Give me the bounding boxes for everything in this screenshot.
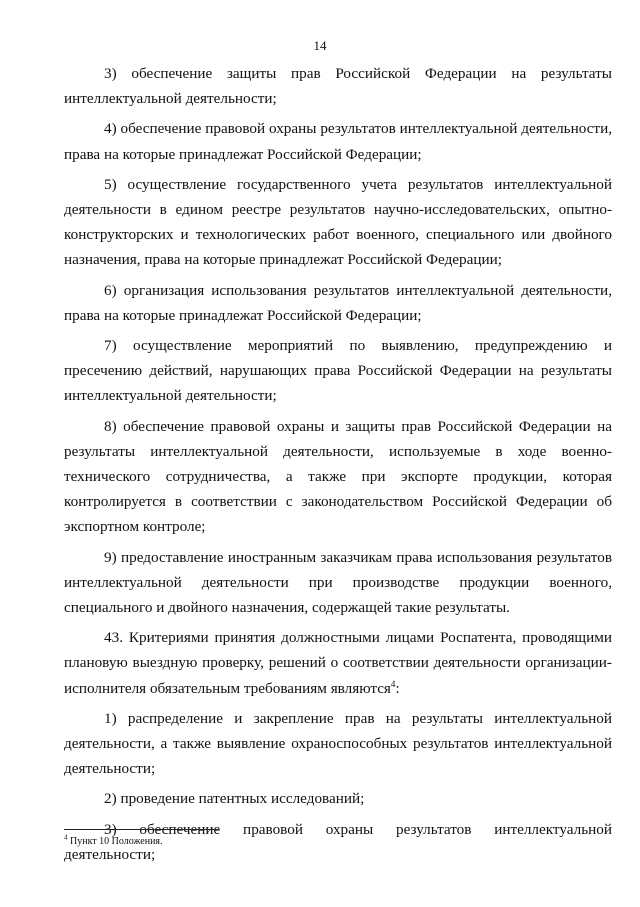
criteria-item-2: 2) проведение патентных исследований; xyxy=(104,790,365,808)
paragraph-item-8: 8) обеспечение правовой охраны и защиты прав Российской Федерации на результаты интеллектуальной деятельности, используемые в ходе военно-технического сотрудничества, а также при экспорте продукции, которая контролируется в соответствии с законодательством Российской Федерации об экспортном контроле; xyxy=(64,417,612,536)
footnote xyxy=(64,835,612,848)
clause-43-colon: : xyxy=(395,679,400,697)
paragraph-item-3: 3) обеспечение защиты прав Российской Федерации на результаты интеллектуальной деятельности; xyxy=(64,65,612,108)
footnote-text: Пункт 10 Положения. xyxy=(67,836,163,847)
paragraph-item-6: 6) организация использования результатов интеллектуальной деятельности, права на которые принадлежат Российской Федерации; xyxy=(64,281,612,324)
footnote-marker: 4 xyxy=(64,833,68,842)
paragraph-item-4: 4) обеспечение правовой охраны результатов интеллектуальной деятельности, права на которые принадлежат Российской Федерации; xyxy=(64,120,612,163)
page-number: 14 xyxy=(313,38,327,53)
paragraph-item-9: 9) предоставление иностранным заказчикам права использования результатов интеллектуальной деятельности при производстве продукции военного, специального и двойного назначения, содержащей такие результаты. xyxy=(64,548,612,617)
document-body xyxy=(64,61,612,872)
criteria-item-1: 1) распределение и закрепление прав на результаты интеллектуальной деятельности, а также выявление охраноспособных результатов интеллектуальной деятельности; xyxy=(64,709,612,778)
paragraph-item-7: 7) осуществление мероприятий по выявлению, предупреждению и пресечению действий, нарушающих права Российской Федерации на результаты интеллектуальной деятельности; xyxy=(64,337,612,405)
criteria-item-3: 3) обеспечение правовой охраны результатов интеллектуальной деятельности; xyxy=(64,820,612,863)
footnote-reference[interactable]: 4 xyxy=(390,678,396,689)
clause-43-text: 43. Критериями принятия должностными лицами Роспатента, проводящими плановую выездную проверку, решений о соответствии деятельности организации-исполнителя обязательным требованиям являются xyxy=(64,629,612,697)
footnote-divider xyxy=(64,829,218,830)
paragraph-clause-43 xyxy=(64,625,612,701)
paragraph-item-5: 5) осуществление государственного учета результатов интеллектуальной деятельности в едином реестре результатов научно-исследовательских, опытно-конструкторских и технологических работ военного, специального или двойного назначения, права на которые принадлежат Российской Федерации; xyxy=(64,175,612,269)
